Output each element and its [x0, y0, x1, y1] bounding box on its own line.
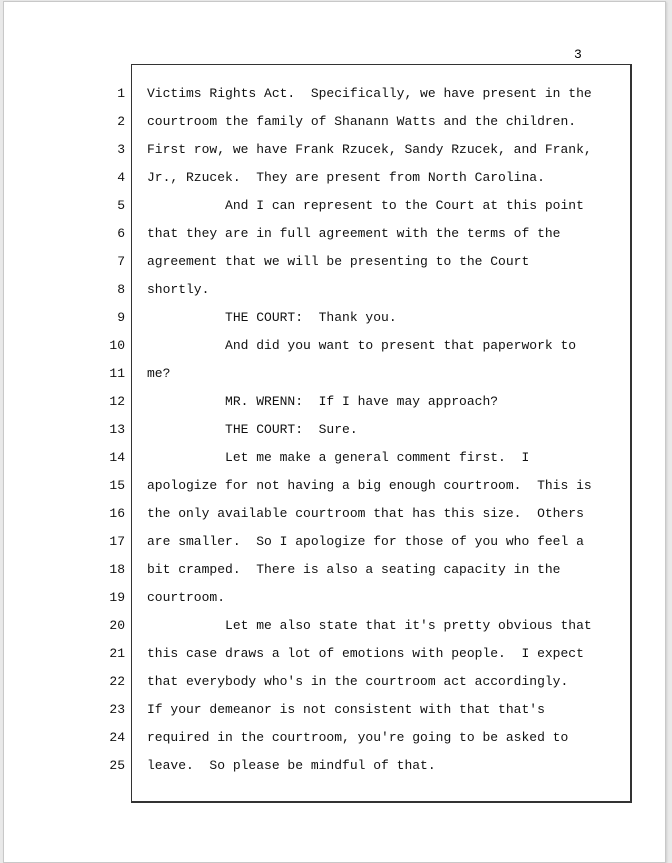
line-text: If your demeanor is not consistent with that that's	[147, 702, 545, 717]
line-text: bit cramped. There is also a seating capacity in the	[147, 562, 561, 577]
line-number: 1	[117, 86, 125, 101]
transcript-line	[4, 562, 644, 590]
line-text: courtroom.	[147, 590, 226, 605]
transcript-line	[4, 198, 644, 226]
line-text: THE COURT: Thank you.	[147, 310, 397, 325]
transcript-line	[4, 730, 644, 758]
line-text: Let me also state that it's pretty obvious that	[147, 618, 592, 633]
line-text: agreement that we will be presenting to the Court	[147, 254, 530, 269]
line-text: MR. WRENN: If I have may approach?	[147, 394, 499, 409]
transcript-line	[4, 618, 644, 646]
transcript-line	[4, 478, 644, 506]
line-number: 24	[109, 730, 125, 745]
page-number: 3	[574, 47, 582, 62]
transcript-line	[4, 254, 644, 282]
line-text: that everybody who's in the courtroom act accordingly.	[147, 674, 569, 689]
line-number: 2	[117, 114, 125, 129]
transcript-line	[4, 450, 644, 478]
line-number: 3	[117, 142, 125, 157]
line-number: 4	[117, 170, 125, 185]
transcript-line	[4, 142, 644, 170]
transcript-line	[4, 282, 644, 310]
line-number: 7	[117, 254, 125, 269]
line-number: 25	[109, 758, 125, 773]
line-text: me?	[147, 366, 171, 381]
transcript-page	[3, 1, 666, 863]
transcript-line	[4, 646, 644, 674]
line-text: are smaller. So I apologize for those of you who feel a	[147, 534, 584, 549]
line-number: 23	[109, 702, 125, 717]
line-text: Victims Rights Act. Specifically, we have present in the	[147, 86, 592, 101]
transcript-line	[4, 226, 644, 254]
line-text: the only available courtroom that has this size. Others	[147, 506, 584, 521]
line-number: 15	[109, 478, 125, 493]
line-number: 18	[109, 562, 125, 577]
line-number: 6	[117, 226, 125, 241]
transcript-line	[4, 394, 644, 422]
line-number: 13	[109, 422, 125, 437]
transcript-line	[4, 506, 644, 534]
line-number: 17	[109, 534, 125, 549]
line-text: that they are in full agreement with the terms of the	[147, 226, 561, 241]
line-number: 20	[109, 618, 125, 633]
line-number: 19	[109, 590, 125, 605]
transcript-line	[4, 758, 644, 786]
line-text: this case draws a lot of emotions with people. I expect	[147, 646, 584, 661]
line-number: 21	[109, 646, 125, 661]
transcript-line	[4, 170, 644, 198]
transcript-line	[4, 702, 644, 730]
line-text: shortly.	[147, 282, 210, 297]
line-text: Let me make a general comment first. I	[147, 450, 530, 465]
transcript-line	[4, 366, 644, 394]
line-text: And did you want to present that paperwork to	[147, 338, 577, 353]
transcript-line	[4, 114, 644, 142]
line-number: 10	[109, 338, 125, 353]
transcript-line	[4, 310, 644, 338]
transcript-line	[4, 422, 644, 450]
transcript-line	[4, 590, 644, 618]
line-text: Jr., Rzucek. They are present from North Carolina.	[147, 170, 545, 185]
line-number: 22	[109, 674, 125, 689]
line-number: 5	[117, 198, 125, 213]
transcript-line	[4, 86, 644, 114]
line-number: 9	[117, 310, 125, 325]
line-text: THE COURT: Sure.	[147, 422, 358, 437]
line-number: 11	[109, 366, 125, 381]
line-text: courtroom the family of Shanann Watts and the children.	[147, 114, 577, 129]
line-text: leave. So please be mindful of that.	[147, 758, 436, 773]
line-text: And I can represent to the Court at this point	[147, 198, 584, 213]
line-number: 8	[117, 282, 125, 297]
line-number: 16	[109, 506, 125, 521]
line-number: 12	[109, 394, 125, 409]
transcript-line	[4, 338, 644, 366]
line-text: First row, we have Frank Rzucek, Sandy Rzucek, and Frank,	[147, 142, 592, 157]
line-text: apologize for not having a big enough courtroom. This is	[147, 478, 592, 493]
line-text: required in the courtroom, you're going to be asked to	[147, 730, 569, 745]
transcript-line	[4, 674, 644, 702]
transcript-line	[4, 534, 644, 562]
line-number: 14	[109, 450, 125, 465]
